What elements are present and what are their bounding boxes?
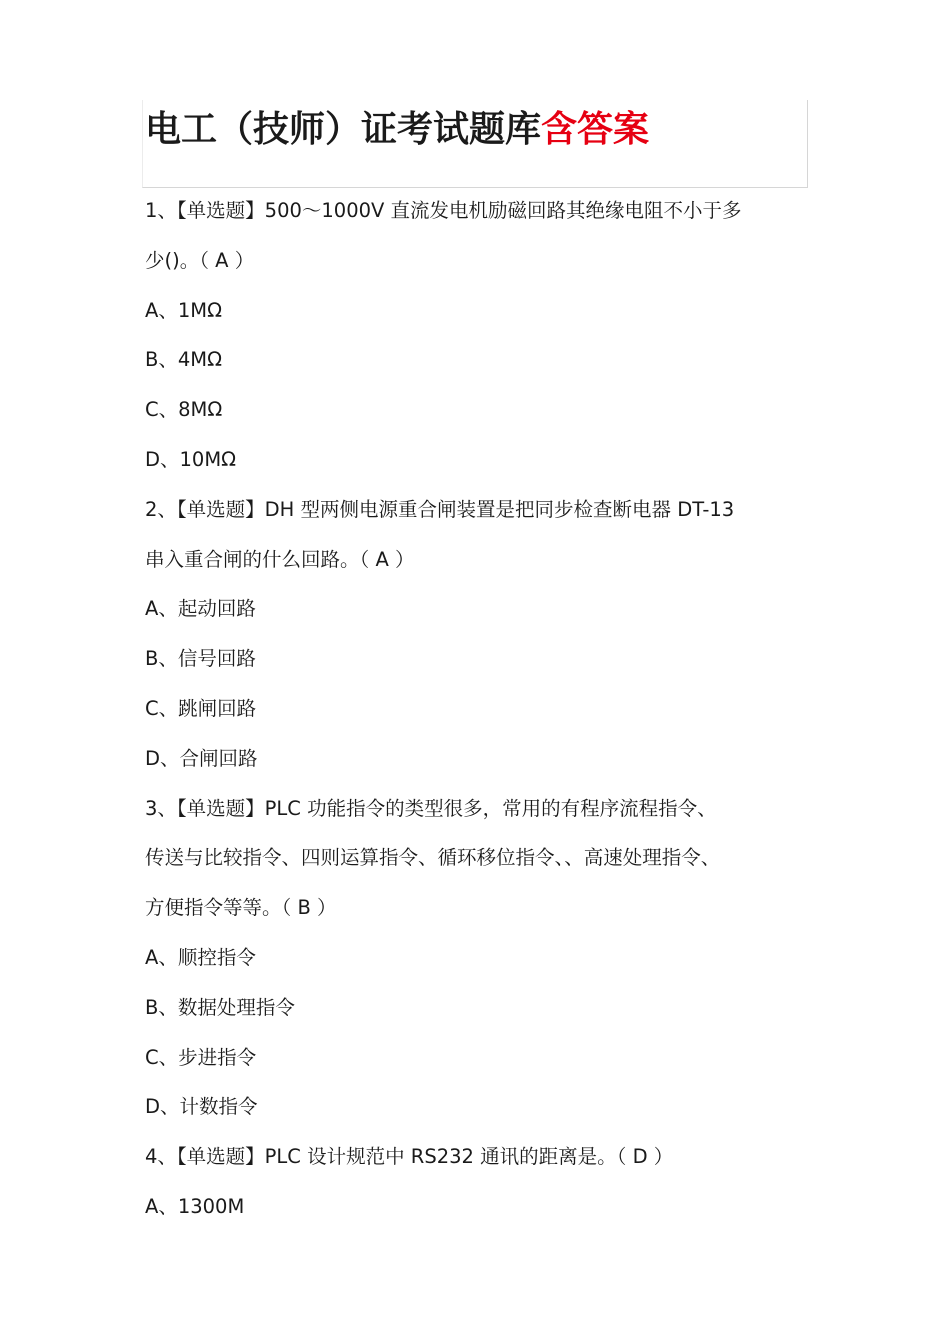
- question-stem-line: 传送与比较指令、四则运算指令、循环移位指令、、高速处理指令、: [145, 846, 721, 870]
- question-stem-line: 少()。（ A ）: [145, 248, 255, 272]
- question-stem-line: 方便指令等等。（ B ）: [145, 896, 337, 920]
- answer-option: B、数据处理指令: [145, 995, 295, 1019]
- answer-option: D、10MΩ: [145, 447, 237, 471]
- answer-option: C、8MΩ: [145, 398, 223, 422]
- answer-option: A、1MΩ: [145, 298, 222, 322]
- answer-option: D、合闸回路: [145, 746, 258, 770]
- answer-option: C、跳闸回路: [145, 696, 257, 720]
- question-stem-line: 2、【单选题】DH 型两侧电源重合闸装置是把同步检查断电器 DT-13: [145, 497, 735, 521]
- answer-option: C、步进指令: [145, 1045, 257, 1069]
- answer-option: B、信号回路: [145, 647, 256, 671]
- title-accent-text: 含答案: [541, 109, 650, 150]
- answer-option: A、起动回路: [145, 597, 256, 621]
- question-stem-line: 1、【单选题】500～1000V 直流发电机励磁回路其绝缘电阻不小于多: [145, 199, 742, 222]
- question-stem-line: 3、【单选题】PLC 功能指令的类型很多，常用的有程序流程指令、: [145, 796, 717, 820]
- question-stem-line: 串入重合闸的什么回路。（ A ）: [145, 547, 415, 571]
- question-4: [145, 1132, 811, 1232]
- title-main-text: 电工（技师）证考试题库: [145, 109, 542, 150]
- question-2: [145, 485, 811, 784]
- answer-option: A、1300M: [145, 1194, 245, 1218]
- question-stem-line: 4、【单选题】PLC 设计规范中 RS232 通讯的距离是。（ D ）: [145, 1145, 674, 1169]
- page-title: [145, 104, 649, 156]
- answer-option: A、顺控指令: [145, 945, 256, 969]
- question-1: [145, 186, 811, 485]
- answer-option: D、计数指令: [145, 1095, 258, 1119]
- answer-option: B、4MΩ: [145, 348, 223, 372]
- question-list: [145, 186, 811, 1232]
- question-3: [145, 784, 811, 1133]
